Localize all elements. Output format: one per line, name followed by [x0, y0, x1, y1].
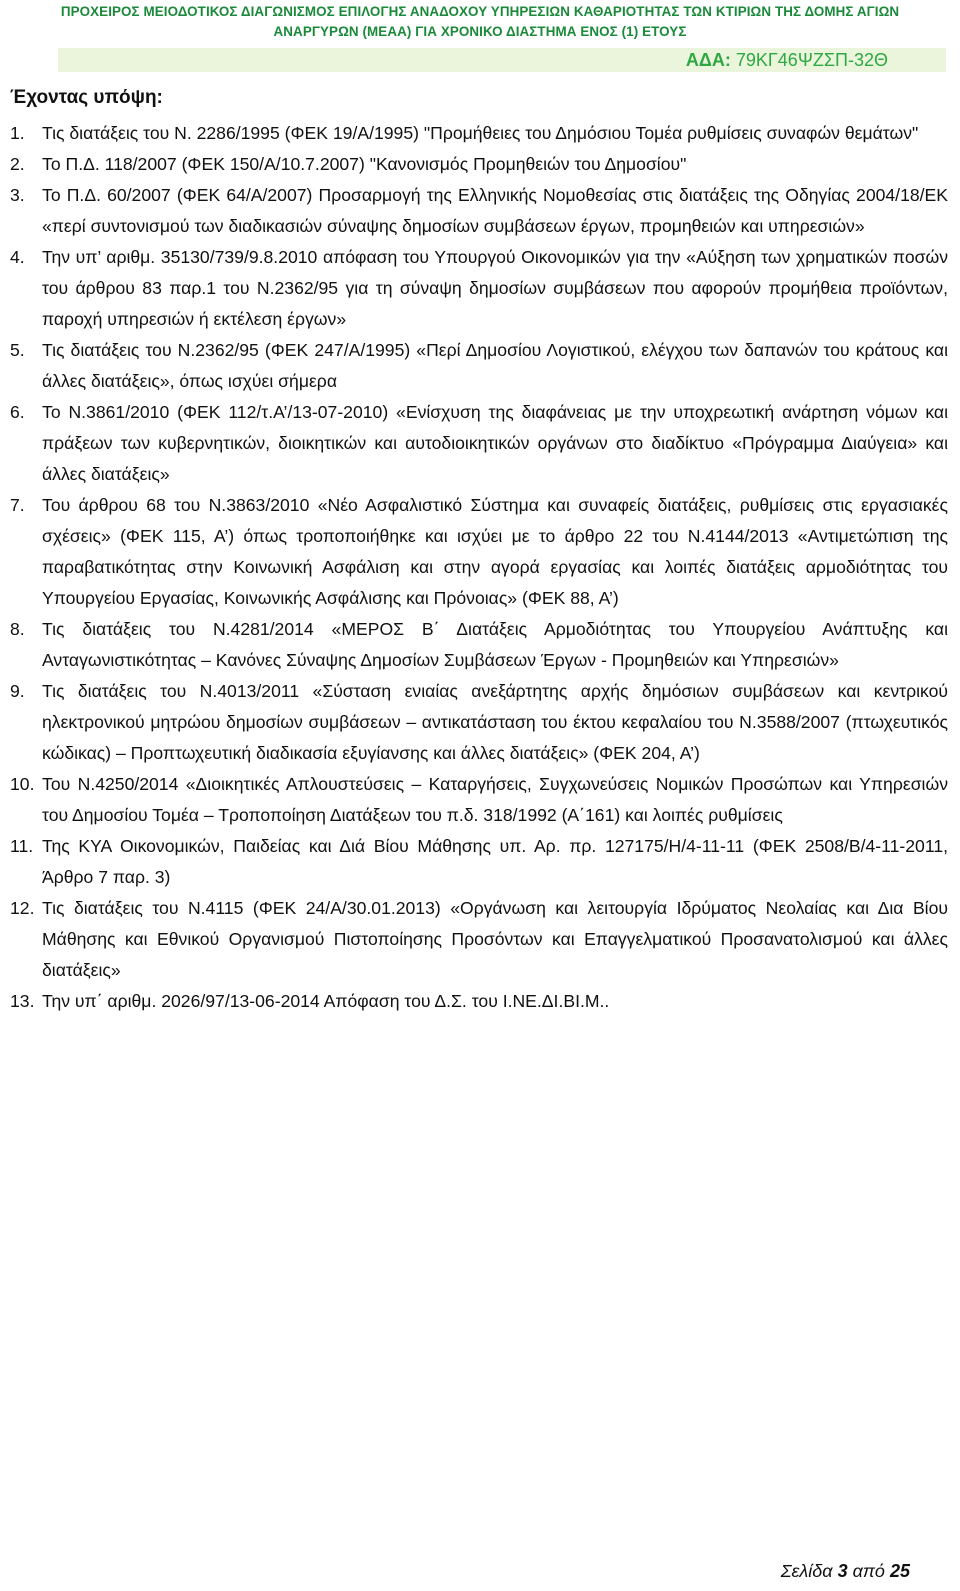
- ada-code: 79ΚΓ46ΨΖΣΠ-32Θ: [735, 50, 888, 70]
- list-item: [10, 893, 948, 986]
- list-item: [10, 676, 948, 769]
- ada-stamp: [686, 48, 888, 72]
- list-item-text: Τις διατάξεις του Ν.4115 (ΦΕΚ 24/Α/30.01.2013) «Οργάνωση και λειτουργία Ιδρύματος Νεολαίας και Δια Βίου Μάθησης και Εθνικού Οργανισμού Πιστοποίησης Προσόντων και Επαγγελματικού Προσανατολισμού και άλλες διατάξεις»: [42, 898, 948, 980]
- list-item: [10, 614, 948, 676]
- list-item-number: 13.: [10, 991, 35, 1011]
- list-item-number: 3.: [10, 185, 25, 205]
- list-item: [10, 335, 948, 397]
- page-word: Σελίδα: [780, 1561, 833, 1581]
- list-item: [10, 986, 948, 1017]
- legal-references-list: [10, 118, 948, 1017]
- list-item-number: 4.: [10, 247, 25, 267]
- header-line-2: ΑΝΑΡΓΥΡΩΝ (ΜΕΑΑ) ΓΙΑ ΧΡΟΝΙΚΟ ΔΙΑΣΤΗΜΑ ΕΝΟΣ (1) ΕΤΟΥΣ: [273, 24, 687, 39]
- list-item: [10, 242, 948, 335]
- page-footer: [781, 1561, 910, 1582]
- list-item-number: 7.: [10, 495, 25, 515]
- list-item-text: Το Π.Δ. 118/2007 (ΦΕΚ 150/Α/10.7.2007) "Κανονισμός Προμηθειών του Δημοσίου": [42, 154, 687, 174]
- list-item-text: Τις διατάξεις του Ν. 2286/1995 (ΦΕΚ 19/Α/1995) "Προμήθειες του Δημόσιου Τομέα ρυθμίσεις συναφών θεμάτων": [42, 123, 919, 143]
- list-item: [10, 831, 948, 893]
- list-item: [10, 490, 948, 614]
- list-item: [10, 397, 948, 490]
- list-item-number: 5.: [10, 340, 25, 360]
- document-header: [0, 2, 960, 42]
- list-item-number: 11.: [10, 836, 34, 856]
- list-item-number: 10.: [10, 774, 35, 794]
- list-item-text: Της ΚΥΑ Οικονομικών, Παιδείας και Διά Βίου Μάθησης υπ. Αρ. πρ. 127175/Η/4-11-11 (ΦΕΚ 2508/Β/4-11-2011, Άρθρο 7 παρ. 3): [42, 836, 948, 887]
- list-item-text: Του Ν.4250/2014 «Διοικητικές Απλουστεύσεις – Καταργήσεις, Συγχωνεύσεις Νομικών Προσώπων και Υπηρεσιών του Δημοσίου Τομέα – Τροποποίηση Διατάξεων του π.δ. 318/1992 (Α΄161) και λοιπές ρυθμίσεις: [42, 774, 948, 825]
- list-item: [10, 180, 948, 242]
- list-item: [10, 769, 948, 831]
- list-item-text: Τις διατάξεις του Ν.4281/2014 «ΜΕΡΟΣ Β΄ Διατάξεις Αρμοδιότητας του Υπουργείου Ανάπτυξης και Ανταγωνιστικότητας – Κανόνες Σύναψης Δημοσίων Συμβάσεων Έργων - Προμηθειών και Υπηρεσιών»: [42, 619, 948, 670]
- list-item-number: 2.: [10, 154, 25, 174]
- section-title: Έχοντας υπόψη:: [10, 87, 163, 108]
- list-item-number: 9.: [10, 681, 25, 701]
- list-item: [10, 118, 948, 149]
- page-number: 3: [837, 1561, 848, 1581]
- list-item-number: 12.: [10, 898, 35, 918]
- ada-label: ΑΔΑ:: [685, 50, 731, 70]
- list-item-number: 1.: [10, 123, 25, 143]
- header-line-1: ΠΡΟΧΕΙΡΟΣ ΜΕΙΟΔΟΤΙΚΟΣ ΔΙΑΓΩΝΙΣΜΟΣ ΕΠΙΛΟΓΗΣ ΑΝΑΔΟΧΟΥ ΥΠΗΡΕΣΙΩΝ ΚΑΘΑΡΙΟΤΗΤΑΣ ΤΩΝ ΚΤΙΡΙΩΝ ΤΗΣ ΔΟΜΗΣ ΑΓΙΩΝ: [60, 4, 900, 19]
- list-item-number: 8.: [10, 619, 25, 639]
- list-item-text: Τις διατάξεις του Ν.4013/2011 «Σύσταση ενιαίας ανεξάρτητης αρχής δημόσιων συμβάσεων και κεντρικού ηλεκτρονικού μητρώου δημοσίων συμβάσεων – αντικατάσταση του έκτου κεφαλαίου του Ν.3588/2007 (πτωχευτικός κώδικας) – Προπτωχευτική διαδικασία εξυγίανσης και άλλες διατάξεις» (ΦΕΚ 204, Α’): [42, 681, 948, 763]
- list-item: [10, 149, 948, 180]
- list-item-text: Την υπ’ αριθμ. 35130/739/9.8.2010 απόφαση του Υπουργού Οικονομικών για την «Αύξηση των χρηματικών ποσών του άρθρου 83 παρ.1 του Ν.2362/95 για τη σύναψη δημοσίων συμβάσεων που αφορούν προμήθεια προϊόντων, παροχή υπηρεσιών ή εκτέλεση έργων»: [42, 247, 948, 329]
- list-item-text: Το Π.Δ. 60/2007 (ΦΕΚ 64/Α/2007) Προσαρμογή της Ελληνικής Νομοθεσίας στις διατάξεις της Οδηγίας 2004/18/ΕΚ «περί συντονισμού των διαδικασιών σύναψης δημοσίων συμβάσεων έργων, προμηθειών και υπηρεσιών»: [42, 185, 948, 236]
- list-item-text: Το Ν.3861/2010 (ΦΕΚ 112/τ.Α’/13-07-2010) «Ενίσχυση της διαφάνειας με την υποχρεωτική ανάρτηση νόμων και πράξεων των κυβερνητικών, διοικητικών και αυτοδιοικητικών οργάνων στο διαδίκτυο «Πρόγραμμα Διαύγεια» και άλλες διατάξεις»: [42, 402, 948, 484]
- list-item-text: Τις διατάξεις του Ν.2362/95 (ΦΕΚ 247/Α/1995) «Περί Δημοσίου Λογιστικού, ελέγχου των δαπανών του κράτους και άλλες διατάξεις», όπως ισχύει σήμερα: [42, 340, 948, 391]
- list-item-number: 6.: [10, 402, 25, 422]
- of-word: από: [852, 1561, 885, 1581]
- total-pages: 25: [889, 1561, 910, 1581]
- list-item-text: Του άρθρου 68 του Ν.3863/2010 «Νέο Ασφαλιστικό Σύστημα και συναφείς διατάξεις, ρυθμίσεις στις εργασιακές σχέσεις» (ΦΕΚ 115, Α’) όπως τροποποιήθηκε και ισχύει με το άρθρο 22 του Ν.4144/2013 «Αντιμετώπιση της παραβατικότητας στην Κοινωνική Ασφάλιση και στην αγορά εργασίας και λοιπές διατάξεις αρμοδιότητας του Υπουργείου Εργασίας, Κοινωνικής Ασφάλισης και Πρόνοιας» (ΦΕΚ 88, Α’): [42, 495, 948, 608]
- list-item-text: Την υπ΄ αριθμ. 2026/97/13-06-2014 Απόφαση του Δ.Σ. του Ι.ΝΕ.ΔΙ.ΒΙ.Μ..: [42, 991, 610, 1011]
